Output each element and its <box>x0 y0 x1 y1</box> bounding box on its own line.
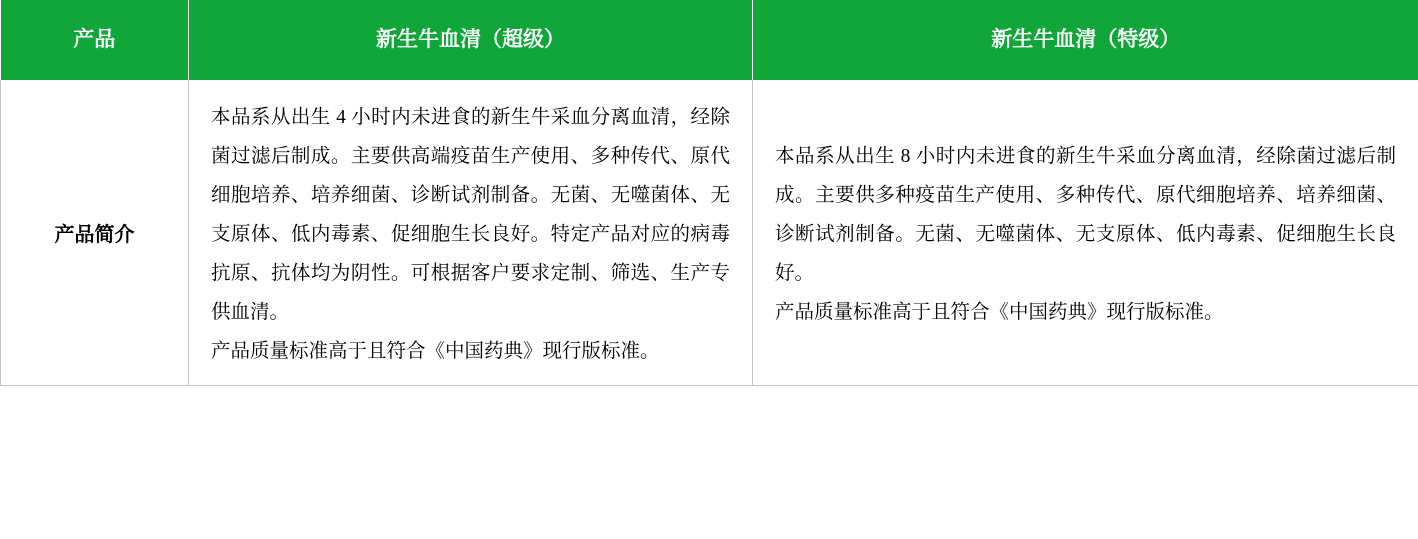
paragraph-premium-standard: 产品质量标准高于且符合《中国药典》现行版标准。 <box>775 302 1224 323</box>
cell-premium-grade-description <box>753 80 1418 386</box>
cell-super-grade-description <box>189 80 753 386</box>
table-header-row <box>1 0 1418 80</box>
table-header <box>1 0 1418 80</box>
column-header-product: 产品 <box>1 0 189 80</box>
column-header-premium-grade: 新生牛血清（特级） <box>753 0 1418 80</box>
paragraph-super-standard: 产品质量标准高于且符合《中国药典》现行版标准。 <box>211 341 660 362</box>
paragraph-premium-main: 本品系从出生 8 小时内未进食的新生牛采血分离血清，经除菌过滤后制成。主要供多种疫苗生产使用、多种传代、原代细胞培养、培养细菌、诊断试剂制备。无菌、无噬菌体、无支原体、低内毒素、促细胞生长良好。 <box>775 146 1396 284</box>
table-row <box>1 80 1418 386</box>
row-label-product-intro: 产品简介 <box>1 80 189 386</box>
column-header-super-grade: 新生牛血清（超级） <box>189 0 753 80</box>
table-body <box>1 80 1418 386</box>
paragraph-super-main: 本品系从出生 4 小时内未进食的新生牛采血分离血清，经除菌过滤后制成。主要供高端疫苗生产使用、多种传代、原代细胞培养、培养细菌、诊断试剂制备。无菌、无噬菌体、无支原体、低内毒素、促细胞生长良好。特定产品对应的病毒抗原、抗体均为阴性。可根据客户要求定制、筛选、生产专供血清。 <box>211 107 730 323</box>
